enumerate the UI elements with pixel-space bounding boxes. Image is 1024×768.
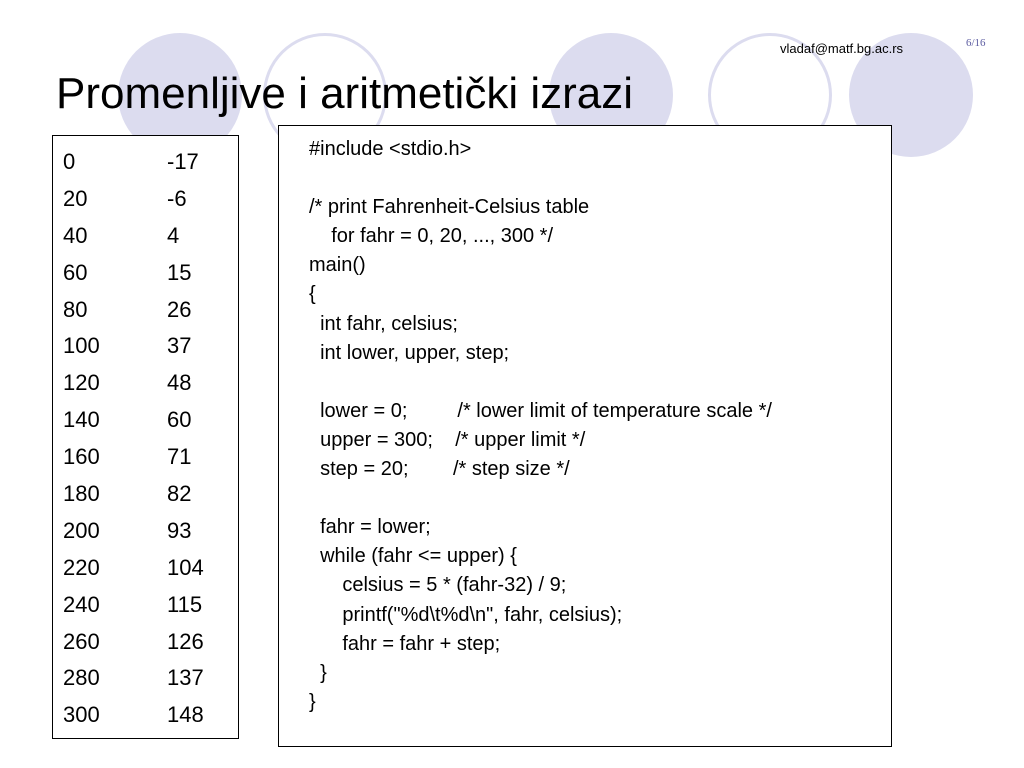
celsius-value: 37 xyxy=(167,333,192,359)
celsius-value: 137 xyxy=(167,665,204,691)
celsius-value: 71 xyxy=(167,444,192,470)
table-row xyxy=(53,144,238,181)
celsius-value: 4 xyxy=(167,222,180,248)
table-row xyxy=(53,513,238,550)
table-row xyxy=(53,365,238,402)
fahrenheit-value: 280 xyxy=(63,665,100,691)
table-row xyxy=(53,402,238,439)
table-row xyxy=(53,181,238,218)
slide-title: Promenljive i aritmetički izrazi xyxy=(56,69,634,118)
celsius-value: 104 xyxy=(167,554,204,580)
celsius-value: 126 xyxy=(167,628,204,654)
fahrenheit-value: 220 xyxy=(63,554,100,580)
fahrenheit-value: 160 xyxy=(63,444,100,470)
fahrenheit-value: 300 xyxy=(63,702,100,728)
fahrenheit-value: 20 xyxy=(63,185,88,211)
fahrenheit-value: 200 xyxy=(63,517,100,543)
table-row xyxy=(53,292,238,329)
fahrenheit-value: 140 xyxy=(63,407,100,433)
celsius-value: 115 xyxy=(167,591,203,617)
table-row xyxy=(53,328,238,365)
code-listing xyxy=(278,125,892,747)
table-row xyxy=(53,587,238,624)
fahrenheit-value: 120 xyxy=(63,370,100,396)
table-row xyxy=(53,255,238,292)
celsius-value: -6 xyxy=(167,185,187,211)
table-row xyxy=(53,439,238,476)
fahrenheit-value: 80 xyxy=(63,296,88,322)
fahrenheit-value: 0 xyxy=(63,149,76,174)
celsius-value: 26 xyxy=(167,296,192,322)
fahrenheit-value: 240 xyxy=(63,591,100,617)
fahrenheit-value: 260 xyxy=(63,628,100,654)
fahrenheit-value: 40 xyxy=(63,222,88,248)
table-row xyxy=(53,697,238,734)
celsius-value: 93 xyxy=(167,517,192,543)
celsius-value: 82 xyxy=(167,481,192,507)
fahrenheit-value: 60 xyxy=(63,259,88,285)
celsius-value: -17 xyxy=(167,149,199,174)
page-number: 6/16 xyxy=(966,37,986,49)
table-row xyxy=(53,550,238,587)
code-text: #include <stdio.h> /* print Fahrenheit-Celsius table for fahr = 0, 20, ..., 300 */ main() { int fahr, celsius; int lower, upper, step; lower = 0; /* lower limit of temperature scale */ upper = 300; /* upper limit */ step = 20; /* step size */ fahr = lower; while (fahr <= upper) { celsius = 5 * (fahr-32) / 9; printf("%d\t%d\n", fahr, celsius); fahr = fahr + step; } } xyxy=(309,138,772,713)
celsius-value: 15 xyxy=(167,259,192,285)
fahrenheit-value: 180 xyxy=(63,481,100,507)
temperature-table xyxy=(52,135,239,739)
fahrenheit-value: 100 xyxy=(63,333,100,359)
celsius-value: 48 xyxy=(167,370,192,396)
celsius-value: 60 xyxy=(167,407,192,433)
celsius-value: 148 xyxy=(167,702,204,728)
table-row xyxy=(53,218,238,255)
table-row xyxy=(53,660,238,697)
author-email: vladaf@matf.bg.ac.rs xyxy=(780,41,904,56)
table-row xyxy=(53,476,238,513)
table-row xyxy=(53,624,238,661)
